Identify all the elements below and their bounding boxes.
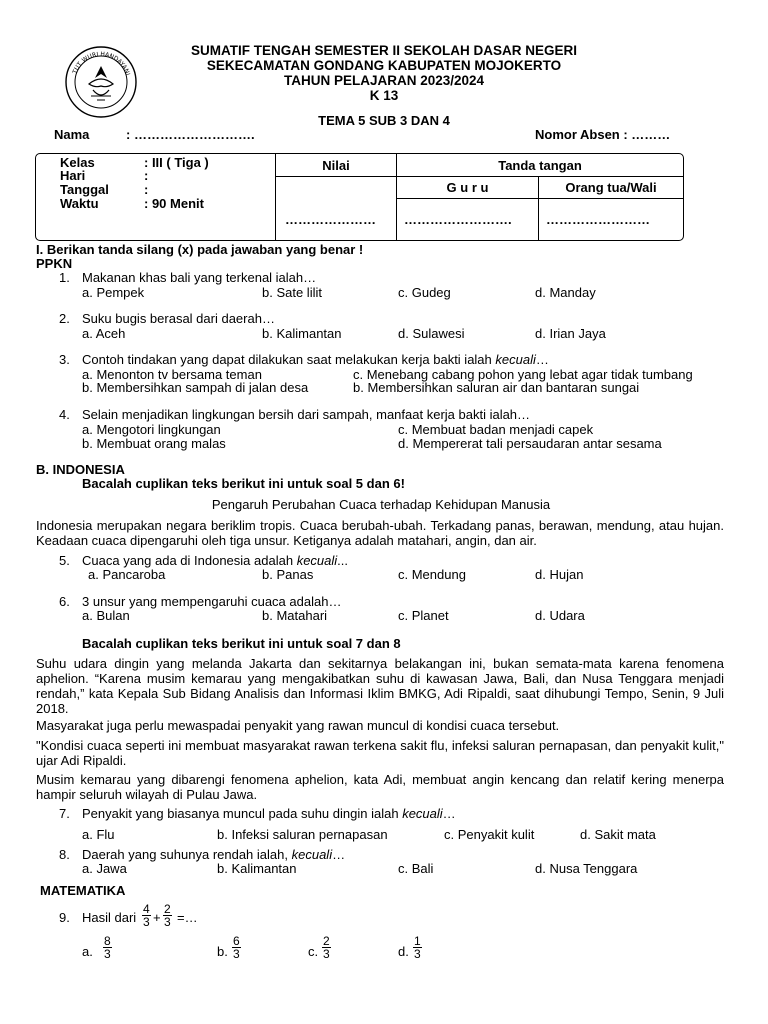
q1-number: 1.	[59, 270, 70, 285]
q5-text: Cuaca yang ada di Indonesia adalah kecuali...	[82, 553, 348, 568]
q4-text: Selain menjadikan lingkungan bersih dari sampah, manfaat kerja bakti ialah…	[82, 407, 531, 422]
q8-option-a[interactable]: a. Jawa	[82, 861, 127, 876]
hari-label: Hari	[60, 168, 86, 183]
q8-text: Daerah yang suhunya rendah ialah, kecuali…	[82, 847, 346, 862]
tanggal-label: Tanggal	[60, 182, 109, 197]
divider	[396, 198, 683, 199]
q4-option-a[interactable]: a. Mengotori lingkungan	[82, 422, 221, 437]
passage-1: Indonesia merupakan negara beriklim tropis. Cuaca berubah-ubah. Terkadang panas, berawan, mendung, atau hujan. Keadaan cuaca dipengaruhi oleh tiga unsur. Ketiganya adalah matahari, angin, dan air.	[36, 518, 724, 548]
q2-option-a[interactable]: a. Aceh	[82, 326, 126, 341]
q4-option-c[interactable]: c. Membuat badan menjadi capek	[398, 422, 594, 437]
hari-value[interactable]: :	[144, 168, 149, 183]
nama-label: Nama	[54, 127, 90, 142]
q9-option-c-fraction[interactable]: $\frac{2}{3}$	[323, 934, 330, 961]
q7-text: Penyakit yang biasanya muncul pada suhu dingin ialah kecuali…	[82, 806, 456, 821]
read-instruction-2: Bacalah cuplikan teks berikut ini untuk soal 7 dan 8	[82, 636, 401, 651]
q5-option-a[interactable]: a. Pancaroba	[88, 567, 166, 582]
q7-option-b[interactable]: b. Infeksi saluran pernapasan	[217, 827, 388, 842]
ortu-header: Orang tua/Wali	[565, 180, 657, 195]
passage-2-paragraph-3: "Kondisi cuaca seperti ini membuat masyarakat rawan terkena sakit flu, infeksi saluran pernapasan, dan penyakit kulit," ujar Adi Ripaldi.	[36, 738, 724, 768]
q9-number: 9.	[59, 910, 70, 925]
passage-2-paragraph-2: Masyarakat juga perlu mewaspadai penyakit yang rawan muncul di kondisi cuaca tersebut.	[36, 718, 560, 733]
q2-text: Suku bugis berasal dari daerah…	[82, 311, 275, 326]
tanggal-value[interactable]: :	[144, 182, 149, 197]
svg-text:TUT WURI HANDAYANI: TUT WURI HANDAYANI	[71, 50, 132, 77]
q6-option-b[interactable]: b. Matahari	[262, 608, 328, 623]
q1-option-b[interactable]: b. Sate lilit	[262, 285, 322, 300]
q8-number: 8.	[59, 847, 70, 862]
q3-text: Contoh tindakan yang dapat dilakukan saat melakukan kerja bakti ialah kecuali…	[82, 352, 549, 367]
q3-option-b[interactable]: b. Membersihkan sampah di jalan desa	[82, 380, 309, 395]
q5-option-b[interactable]: b. Panas	[262, 567, 314, 582]
header-line-2: SEKECAMATAN GONDANG KABUPATEN MOJOKERTO	[206, 58, 562, 73]
guru-signature-field[interactable]: …………………….	[404, 212, 512, 227]
q9-option-a-fraction[interactable]: $\frac{8}{3}$	[104, 934, 111, 961]
q9-fraction-1: $\frac{4}{3}$	[143, 902, 150, 929]
q7-option-a[interactable]: a. Flu	[82, 827, 115, 842]
q6-text: 3 unsur yang mempengaruhi cuaca adalah…	[82, 594, 342, 609]
q9-option-d-fraction[interactable]: $\frac{1}{3}$	[414, 934, 421, 961]
q7-option-c[interactable]: c. Penyakit kulit	[444, 827, 535, 842]
q1-option-d[interactable]: d. Manday	[535, 285, 596, 300]
guru-header: G u r u	[446, 180, 489, 195]
nilai-header: Nilai	[322, 158, 350, 173]
q1-text: Makanan khas bali yang terkenal ialah…	[82, 270, 317, 285]
nilai-field[interactable]: …………………	[285, 212, 376, 227]
header-line-3: TAHUN PELAJARAN 2023/2024	[283, 73, 485, 88]
header-line-1: SUMATIF TENGAH SEMESTER II SEKOLAH DASAR NEGERI	[190, 43, 578, 58]
divider	[275, 176, 683, 177]
q9-text: Hasil dari	[82, 910, 137, 925]
q5-option-c[interactable]: c. Mendung	[398, 567, 466, 582]
tanda-tangan-header: Tanda tangan	[498, 158, 582, 173]
read-instruction-1: Bacalah cuplikan teks berikut ini untuk soal 5 dan 6!	[82, 476, 405, 491]
q3-option-c[interactable]: c. Menebang cabang pohon yang lebat agar tidak tumbang	[353, 367, 693, 382]
q3-option-d[interactable]: b. Membersihkan saluran air dan bantaran sungai	[353, 380, 640, 395]
q6-number: 6.	[59, 594, 70, 609]
q9-option-d-label[interactable]: d.	[398, 944, 409, 959]
q9-equals: =…	[177, 910, 198, 925]
q5-number: 5.	[59, 553, 70, 568]
q1-option-c[interactable]: c. Gudeg	[398, 285, 451, 300]
q6-option-a[interactable]: a. Bulan	[82, 608, 130, 623]
q6-option-d[interactable]: d. Udara	[535, 608, 585, 623]
q8-option-d[interactable]: d. Nusa Tenggara	[535, 861, 638, 876]
q9-option-b-label[interactable]: b.	[217, 944, 228, 959]
nomor-absen-field[interactable]: Nomor Absen : ………	[535, 127, 671, 142]
ppkn-title: PPKN	[36, 256, 73, 271]
q1-option-a[interactable]: a. Pempek	[82, 285, 145, 300]
q9-fraction-2: $\frac{2}{3}$	[164, 902, 171, 929]
q8-option-b[interactable]: b. Kalimantan	[217, 861, 297, 876]
instruction: I. Berikan tanda silang (x) pada jawaban yang benar !	[36, 242, 364, 257]
q9-option-a-label[interactable]: a.	[82, 944, 93, 959]
q8-option-c[interactable]: c. Bali	[398, 861, 434, 876]
q6-option-c[interactable]: c. Planet	[398, 608, 449, 623]
q2-option-b[interactable]: b. Kalimantan	[262, 326, 342, 341]
q2-number: 2.	[59, 311, 70, 326]
passage-2-paragraph-4: Musim kemarau yang dibarengi fenomena aphelion, kata Adi, membuat angin kencang dan relatif kering menerpa hampir seluruh wilayah di Pulau Jawa.	[36, 772, 724, 802]
passage-title: Pengaruh Perubahan Cuaca terhadap Kehidupan Manusia	[211, 497, 551, 512]
q4-number: 4.	[59, 407, 70, 422]
waktu-label: Waktu	[60, 196, 99, 211]
q3-option-a[interactable]: a. Menonton tv bersama teman	[82, 367, 262, 382]
q7-number: 7.	[59, 806, 70, 821]
q9-plus: +	[153, 910, 161, 925]
ortu-signature-field[interactable]: ……………………	[546, 212, 650, 227]
q2-option-c[interactable]: d. Sulawesi	[398, 326, 465, 341]
matematika-title: MATEMATIKA	[40, 883, 126, 898]
q5-option-d[interactable]: d. Hujan	[535, 567, 584, 582]
waktu-value: : 90 Menit	[144, 196, 204, 211]
q3-number: 3.	[59, 352, 70, 367]
header-line-4: K 13	[369, 88, 399, 103]
passage-2-paragraph-1: Suhu udara dingin yang melanda Jakarta dan sekitarnya belakangan ini, bukan semata-mata karena fenomena aphelion. “Karena musim kemarau yang mengakibatkan suhu di kawasan Jawa, Bali, dan Nusa Tenggara menjadi rendah,” kata Kepala Sub Bidang Analisis dan Informasi Iklim BMKG, Adi Ripaldi, saat dihubungi Tempo, Senin, 9 Juli 2018.	[36, 656, 724, 716]
q4-option-d[interactable]: d. Mempererat tali persaudaran antar sesama	[398, 436, 662, 451]
q2-option-d[interactable]: d. Irian Jaya	[535, 326, 606, 341]
nama-field[interactable]: : ……………………….	[126, 127, 255, 142]
q9-option-b-fraction[interactable]: $\frac{6}{3}$	[233, 934, 240, 961]
q4-option-b[interactable]: b. Membuat orang malas	[82, 436, 226, 451]
kelas-label: Kelas	[60, 155, 95, 170]
q7-option-d[interactable]: d. Sakit mata	[580, 827, 656, 842]
indonesia-title: B. INDONESIA	[36, 462, 125, 477]
q9-option-c-label[interactable]: c.	[308, 944, 319, 959]
theme-title: TEMA 5 SUB 3 DAN 4	[318, 113, 450, 128]
kelas-value: : III ( Tiga )	[144, 155, 209, 170]
